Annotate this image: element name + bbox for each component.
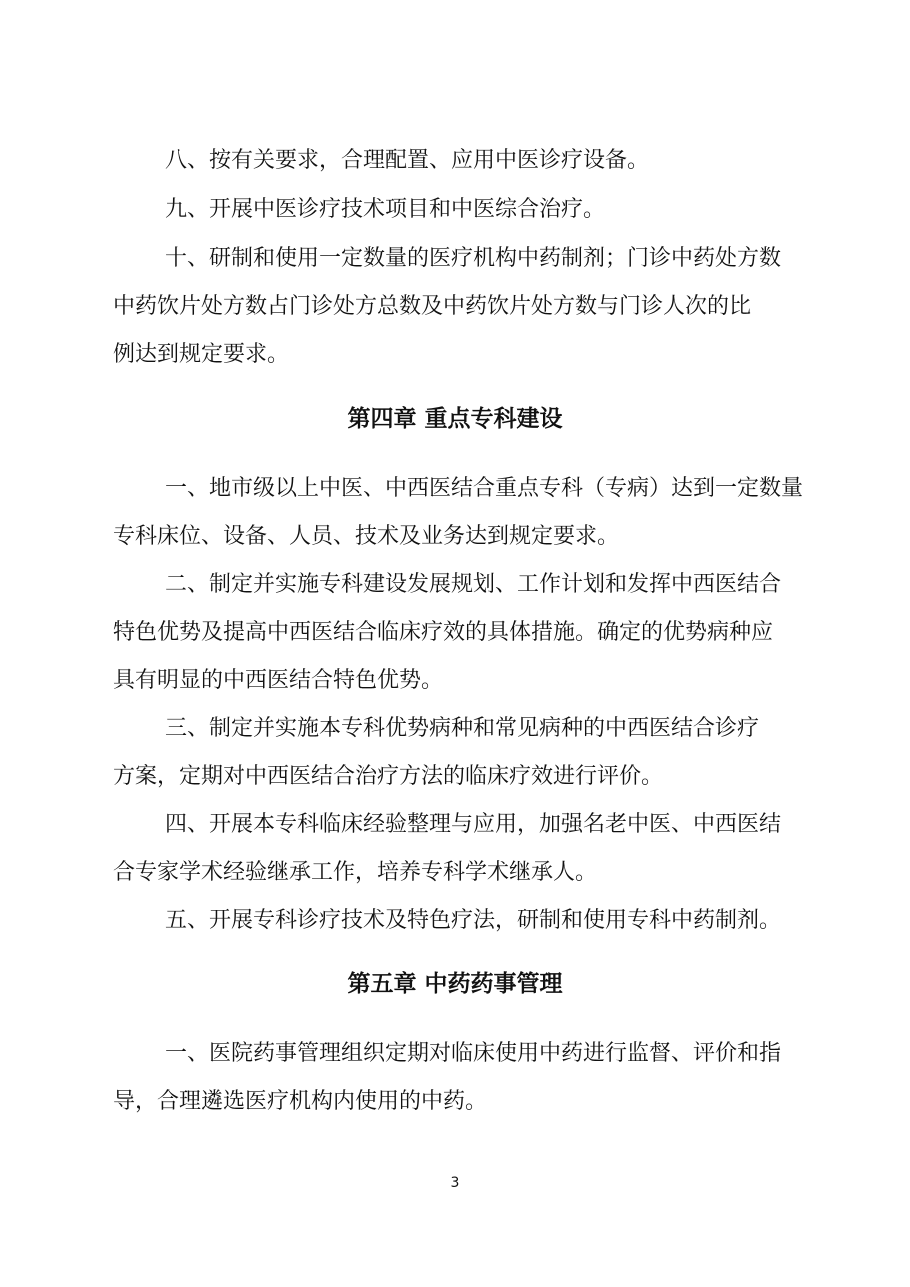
ch4-paragraph-2-line-1: 二、制定并实施专科建设发展规划、工作计划和发挥中西医结合: [165, 572, 782, 597]
paragraph-10-line-1: 十、研制和使用一定数量的医疗机构中药制剂；门诊中药处方数: [165, 246, 782, 271]
ch4-paragraph-1-line-1: 一、地市级以上中医、中西医结合重点专科（专病）达到一定数量: [165, 476, 804, 501]
ch4-paragraph-2-line-3: 具有明显的中西医结合特色优势。: [113, 668, 444, 693]
paragraph-10-line-2: 中药饮片处方数占门诊处方总数及中药饮片处方数与门诊人次的比: [113, 294, 752, 319]
paragraph-8: 八、按有关要求，合理配置、应用中医诊疗设备。: [165, 148, 650, 173]
ch4-paragraph-3-line-1: 三、制定并实施本专科优势病种和常见病种的中西医结合诊疗: [165, 716, 760, 741]
ch5-paragraph-1-line-2: 导，合理遴选医疗机构内使用的中药。: [113, 1089, 488, 1114]
ch5-paragraph-1-line-1: 一、医院药事管理组织定期对临床使用中药进行监督、评价和指: [165, 1041, 782, 1066]
page-number: 3: [450, 1175, 460, 1191]
chapter-4-heading: 第四章 重点专科建设: [347, 406, 563, 432]
ch4-paragraph-2-line-2: 特色优势及提高中西医结合临床疗效的具体措施。确定的优势病种应: [113, 620, 774, 645]
ch4-paragraph-3-line-2: 方案，定期对中西医结合治疗方法的临床疗效进行评价。: [113, 764, 664, 789]
ch4-paragraph-4-line-1: 四、开展本专科临床经验整理与应用，加强名老中医、中西医结: [165, 812, 782, 837]
chapter-5-heading: 第五章 中药药事管理: [347, 971, 563, 997]
ch4-paragraph-1-line-2: 专科床位、设备、人员、技术及业务达到规定要求。: [113, 524, 620, 549]
paragraph-9: 九、开展中医诊疗技术项目和中医综合治疗。: [165, 197, 606, 222]
ch4-paragraph-4-line-2: 合专家学术经验继承工作，培养专科学术继承人。: [113, 860, 598, 885]
paragraph-10-line-3: 例达到规定要求。: [113, 342, 290, 367]
ch4-paragraph-5: 五、开展专科诊疗技术及特色疗法，研制和使用专科中药制剂。: [165, 908, 782, 933]
